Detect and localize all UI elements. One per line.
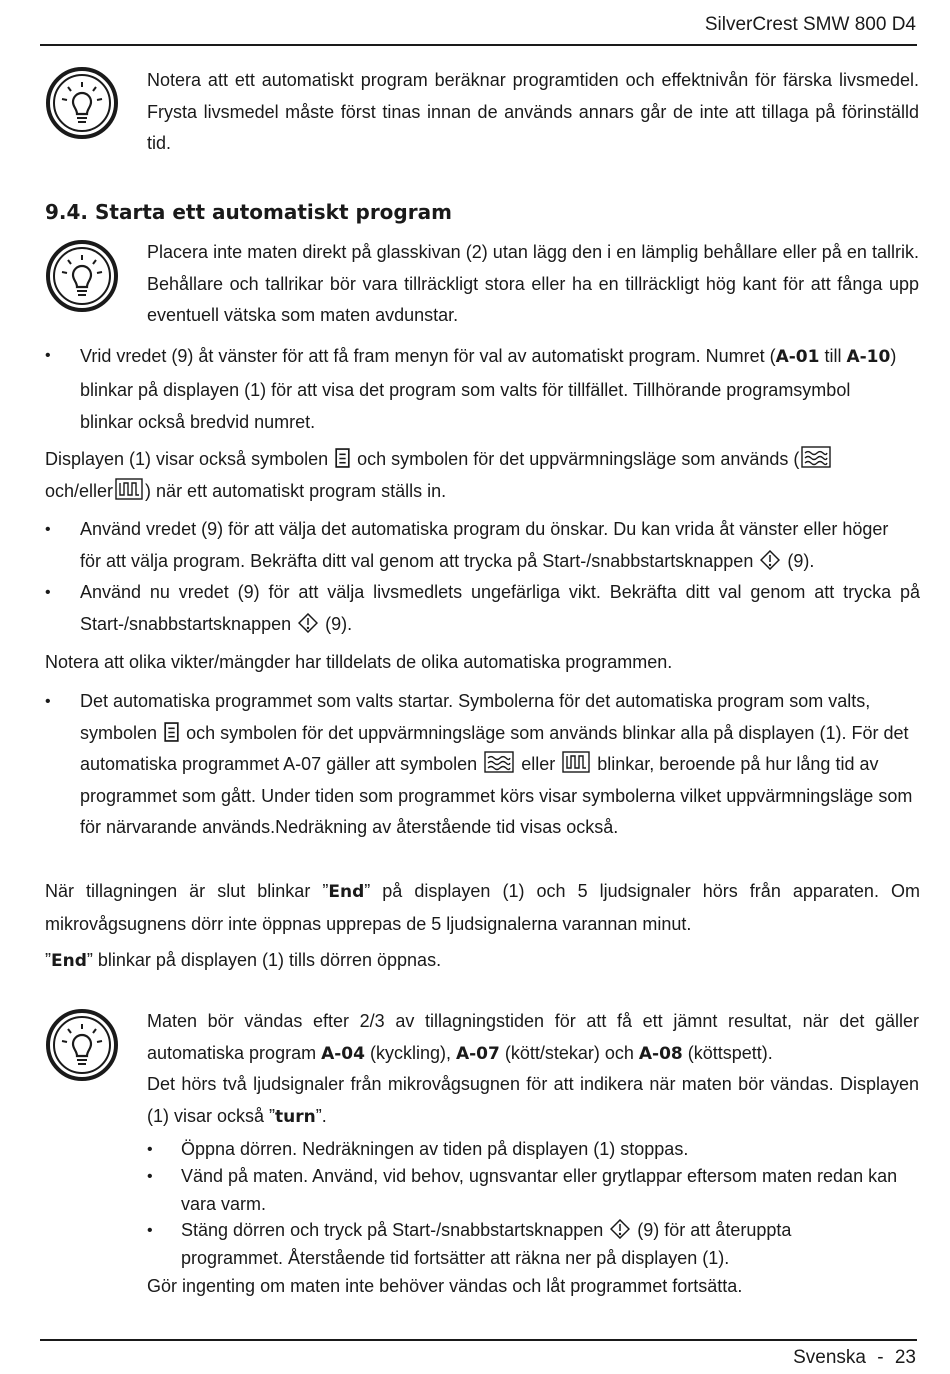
display-text-turn: turn bbox=[275, 1106, 316, 1127]
text-run: Displayen (1) visar också symbolen bbox=[45, 449, 329, 469]
text-run: Använd vredet (9) för att välja det automatiska program du önskar. Du kan vrida åt vänster eller höger för att välja program. Bekräfta ditt val genom att trycka på Start-/snabbstartsknappen bbox=[80, 519, 889, 571]
text-run: ” bbox=[45, 950, 51, 970]
header-rule bbox=[40, 44, 917, 46]
auto-program-icon bbox=[335, 448, 350, 468]
list-item bbox=[147, 1136, 907, 1164]
page-number: 23 bbox=[894, 1347, 916, 1368]
bullet-marker: • bbox=[45, 347, 51, 364]
lightbulb-tip-icon bbox=[44, 238, 120, 314]
lightbulb-tip-icon bbox=[44, 65, 120, 141]
text-run: ” blinkar på displayen (1) tills dörren öppnas. bbox=[86, 950, 442, 970]
display-symbols-paragraph bbox=[45, 444, 920, 507]
text-run: (9). bbox=[787, 550, 815, 571]
text-run: Stäng dörren och tryck på Start-/snabbstartsknappen bbox=[181, 1220, 604, 1240]
end-signal-paragraph bbox=[45, 876, 920, 940]
footer-language: Svenska bbox=[793, 1347, 866, 1368]
program-code: A-10 bbox=[846, 347, 891, 367]
text-run: (kött/stekar) och bbox=[499, 1042, 639, 1063]
text-run: eller bbox=[521, 754, 556, 774]
footer-separator: - bbox=[877, 1347, 884, 1368]
bullet-marker: • bbox=[45, 693, 51, 710]
tip-note-fresh-food: Notera att ett automatiskt program beräknar programtiden och effektnivån för färska livsmedel. Frysta livsmedel måste först tinas innan de används annars går de inte att tillaga på förinställd tid. bbox=[147, 70, 919, 153]
text-run: Öppna dörren. Nedräkningen av tiden på displayen (1) stoppas. bbox=[181, 1139, 689, 1159]
auto-program-icon bbox=[164, 722, 179, 742]
page-footer bbox=[793, 1347, 916, 1369]
end-blink-paragraph bbox=[45, 945, 920, 978]
text-run: Det hörs två ljudsignaler från mikrovågsugnen för att indikera när maten bör vändas. Displayen (1) visar också ” bbox=[147, 1074, 919, 1126]
list-item bbox=[45, 686, 920, 844]
grill-mode-icon bbox=[562, 751, 590, 773]
list-item bbox=[45, 340, 902, 439]
tip-closing: Gör ingenting om maten inte behöver vändas och låt programmet fortsätta. bbox=[147, 1276, 743, 1296]
lightbulb-tip-icon bbox=[44, 1007, 120, 1083]
text-run: till bbox=[819, 346, 847, 366]
list-item bbox=[147, 1217, 847, 1272]
text-run: ”. bbox=[315, 1105, 327, 1126]
start-button-icon bbox=[610, 1219, 630, 1239]
text-run: ” på displayen (1) och 5 ljudsignaler hörs från apparaten. Om mikrovågsugnens dörr inte öppnas upprepas de 5 ljudsignalerna varannan minut. bbox=[45, 881, 920, 934]
bullet-marker: • bbox=[45, 521, 51, 538]
list-item bbox=[147, 1163, 907, 1218]
tip-turn-food bbox=[147, 1006, 919, 1070]
text-run: Maten bör vändas efter 2/3 av tillagningstiden för att få ett jämnt resultat, när det gäller automatiska program bbox=[147, 1011, 919, 1063]
weights-note: Notera att olika vikter/mängder har tilldelats de olika automatiska programmen. bbox=[45, 652, 673, 672]
start-button-icon bbox=[760, 550, 780, 570]
tip-turn-signal bbox=[147, 1069, 919, 1133]
display-text-end: End bbox=[328, 882, 365, 902]
document-header: SilverCrest SMW 800 D4 bbox=[704, 14, 916, 35]
list-item bbox=[45, 514, 902, 577]
bullet-marker: • bbox=[147, 1168, 153, 1185]
section-heading: 9.4. Starta ett automatiskt program bbox=[45, 200, 452, 224]
program-code: A-08 bbox=[638, 1043, 683, 1064]
microwave-mode-icon bbox=[484, 751, 514, 773]
tip-note-container: Placera inte maten direkt på glasskivan (2) utan lägg den i en lämplig behållare eller på en tallrik. Behållare och tallrikar bör vara tillräckligt stora eller ha en tillräckligt hög kant för att fånga upp eventuell vätska som maten avdunstar. bbox=[147, 242, 919, 325]
text-run: Vänd på maten. Använd, vid behov, ugnsvantar eller grytlappar eftersom maten redan kan vara varm. bbox=[181, 1166, 898, 1214]
grill-mode-icon bbox=[115, 478, 143, 500]
text-run: blinkar, beroende på hur lång tid av programmet som gått. Under tiden som programmet körs visar symbolerna vilket uppvärmningsläge som för närvarande används.Nedräkning av återstående tid visas också. bbox=[80, 754, 913, 837]
start-button-icon bbox=[298, 613, 318, 633]
text-run: Använd nu vredet (9) för att välja livsmedlets ungefärliga vikt. Bekräfta ditt val genom att trycka på Start-/snabbstartsknappen bbox=[80, 582, 920, 634]
program-code: A-04 bbox=[321, 1043, 365, 1064]
text-run: Vrid vredet (9) åt vänster för att få fram menyn för val av automatiskt program. Numret ( bbox=[80, 346, 776, 366]
text-run: Det automatiska programmet som valts startar. Symbolerna för det automatiska program som valts, symbolen bbox=[80, 691, 871, 743]
text-run: och/eller bbox=[45, 480, 114, 501]
list-item bbox=[45, 577, 920, 640]
text-run: (köttspett). bbox=[682, 1042, 773, 1063]
text-run: (9) för att återuppta programmet. Återstående tid fortsätter att räkna ner på displayen (1). bbox=[181, 1220, 792, 1268]
text-run: ) blinkar på displayen (1) för att visa det program som valts för tillfället. Tillhörande programsymbol blinkar också bredvid numret. bbox=[80, 346, 897, 432]
bullet-marker: • bbox=[45, 584, 51, 601]
bullet-marker: • bbox=[147, 1222, 153, 1239]
footer-rule bbox=[40, 1339, 917, 1341]
program-code: A-07 bbox=[455, 1043, 500, 1064]
text-run: När tillagningen är slut blinkar ” bbox=[45, 881, 329, 901]
text-run: och symbolen för det uppvärmningsläge som används blinkar alla på displayen (1). För det automatiska programmet A-07 gäller att symbolen bbox=[80, 722, 909, 774]
bullet-marker: • bbox=[147, 1141, 153, 1158]
text-run: och symbolen för det uppvärmningsläge som används ( bbox=[357, 449, 800, 469]
display-text-end: End bbox=[51, 951, 87, 971]
text-run: (9). bbox=[325, 613, 353, 634]
program-code: A-01 bbox=[775, 347, 820, 367]
text-run: (kyckling), bbox=[364, 1042, 456, 1063]
text-run: ) när ett automatiskt program ställs in. bbox=[145, 480, 447, 501]
microwave-mode-icon bbox=[801, 446, 831, 468]
